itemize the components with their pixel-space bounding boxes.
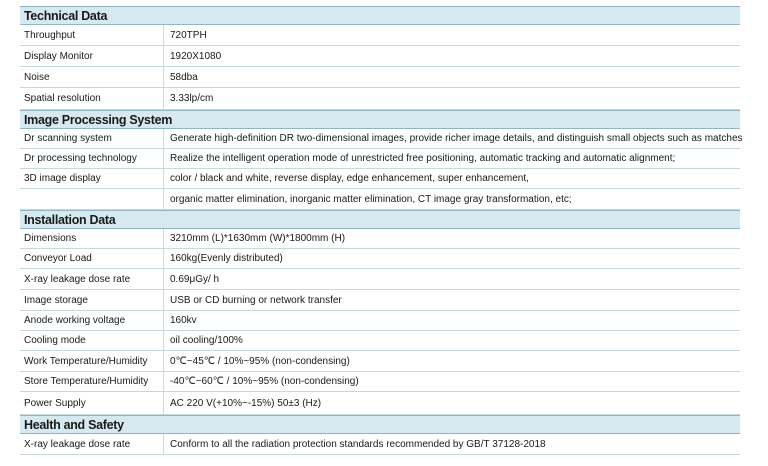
spec-label: X-ray leakage dose rate xyxy=(24,273,131,285)
section-header-image-processing-system: Image Processing System xyxy=(20,110,740,129)
spec-value: color / black and white, reverse display, edge enhancement, super enhancement, xyxy=(170,173,529,184)
spec-label: Dr scanning system xyxy=(24,133,112,144)
spec-label: X-ray leakage dose rate xyxy=(24,438,131,450)
spec-label: Conveyor Load xyxy=(24,253,92,264)
spec-row xyxy=(20,189,740,210)
spec-row xyxy=(20,392,740,415)
spec-value: 160kg(Evenly distributed) xyxy=(170,253,283,264)
spec-row xyxy=(20,25,740,46)
spec-value: 160kv xyxy=(170,315,197,326)
spec-row xyxy=(20,67,740,88)
section-header-installation-data: Installation Data xyxy=(20,210,740,229)
spec-value: 1920X1080 xyxy=(170,50,222,62)
spec-row xyxy=(20,269,740,290)
spec-value: 0.69μGy/ h xyxy=(170,273,220,285)
spec-label: Anode working voltage xyxy=(24,315,126,326)
spec-row xyxy=(20,46,740,67)
spec-value: Generate high-definition DR two-dimensional images, provide richer image details, and distinguish small objects such as matches xyxy=(170,133,743,144)
spec-value: 3.33lp/cm xyxy=(170,93,214,104)
spec-label: Noise xyxy=(24,71,50,83)
spec-value: organic matter elimination, inorganic matter elimination, CT image gray transformation, etc; xyxy=(170,193,572,205)
spec-row xyxy=(20,372,740,392)
spec-value: 720TPH xyxy=(170,29,207,41)
spec-row xyxy=(20,331,740,351)
spec-value: 58dba xyxy=(170,71,198,83)
spec-row xyxy=(20,351,740,372)
spec-label: Power Supply xyxy=(24,397,86,409)
spec-value: 3210mm (L)*1630mm (W)*1800mm (H) xyxy=(170,233,346,244)
spec-row xyxy=(20,311,740,331)
spec-label: Work Temperature/Humidity xyxy=(24,355,148,367)
spec-row xyxy=(20,88,740,110)
spec-row xyxy=(20,249,740,269)
spec-label: Spatial resolution xyxy=(24,93,101,104)
spec-label: Display Monitor xyxy=(24,50,93,62)
spec-value: 0℃~45℃ / 10%~95% (non-condensing) xyxy=(170,355,350,367)
spec-value: Realize the intelligent operation mode of unrestricted free positioning, automatic tracking and automatic alignment; xyxy=(170,153,676,164)
spec-label: Throughput xyxy=(24,29,76,41)
spec-label: Image storage xyxy=(24,294,88,306)
spec-label: Dr processing technology xyxy=(24,153,137,164)
spec-row xyxy=(20,149,740,169)
spec-value: AC 220 V(+10%~-15%) 50±3 (Hz) xyxy=(170,397,322,409)
spec-row xyxy=(20,229,740,249)
spec-value: Conform to all the radiation protection standards recommended by GB/T 37128-2018 xyxy=(170,438,546,450)
spec-row xyxy=(20,434,740,455)
spec-value: oil cooling/100% xyxy=(170,335,243,346)
spec-row xyxy=(20,129,743,149)
spec-label: Cooling mode xyxy=(24,335,86,346)
spec-value: -40℃~60℃ / 10%~95% (non-condensing) xyxy=(170,376,359,387)
spec-label: 3D image display xyxy=(24,173,101,184)
section-header-health-and-safety: Health and Safety xyxy=(20,415,740,434)
section-header-technical-data: Technical Data xyxy=(20,6,740,25)
spec-row xyxy=(20,290,740,311)
spec-row xyxy=(20,169,740,189)
spec-label: Dimensions xyxy=(24,233,77,244)
spec-value: USB or CD burning or network transfer xyxy=(170,294,342,306)
spec-label: Store Temperature/Humidity xyxy=(24,376,149,387)
